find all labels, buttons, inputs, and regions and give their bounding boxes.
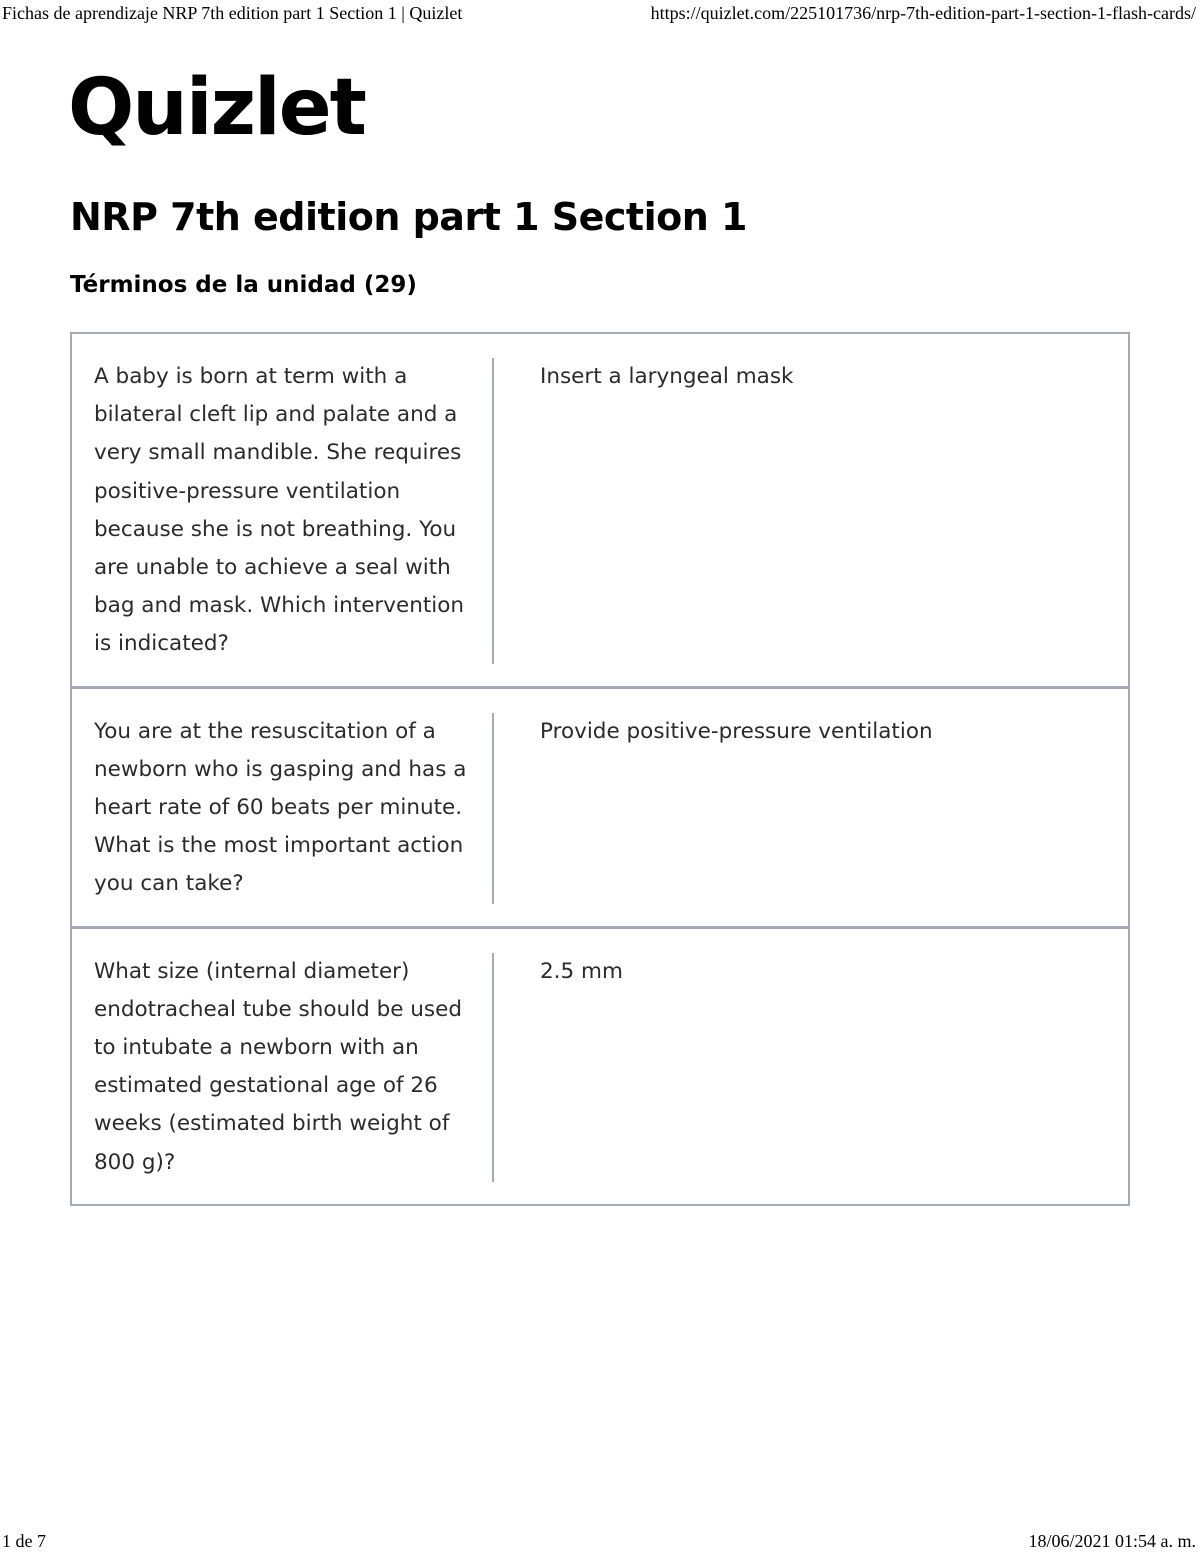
quizlet-logo: Quizlet [68,63,365,153]
term-back: Insert a laryngeal mask [540,364,794,389]
term-back: 2.5 mm [540,958,623,984]
term-row [72,686,1128,926]
term-row [72,334,1128,686]
term-front: What size (internal diameter) endotracheal tube should be used to intubate a newborn with an estimated gestational age of 26 weeks (estimated birth weight of 800 g)? [94,953,494,1182]
terms-table [70,332,1130,1206]
print-footer [0,1530,1200,1552]
page-number: 1 de 7 [2,1531,46,1551]
print-header [0,0,1200,26]
print-header-url: https://quizlet.com/225101736/nrp-7th-edition-part-1-section-1-flash-cards/ [650,3,1196,23]
term-front: A baby is born at term with a bilateral cleft lip and palate and a very small mandible. She requires positive-pressure ventilation because she is not breathing. You are unable to achieve a seal with bag and mask. Which intervention is indicated? [94,358,494,664]
term-back: Provide positive-pressure ventilation [540,718,933,744]
set-title: NRP 7th edition part 1 Section 1 [70,195,747,239]
print-header-title: Fichas de aprendizaje NRP 7th edition part 1 Section 1 | Quizlet [2,3,463,23]
term-row [72,926,1128,1204]
print-datetime: 18/06/2021 01:54 a. m. [1028,1531,1196,1551]
terms-heading: Términos de la unidad (29) [70,272,417,298]
term-front: You are at the resuscitation of a newborn who is gasping and has a heart rate of 60 beats per minute. What is the most important action you can take? [94,713,494,904]
